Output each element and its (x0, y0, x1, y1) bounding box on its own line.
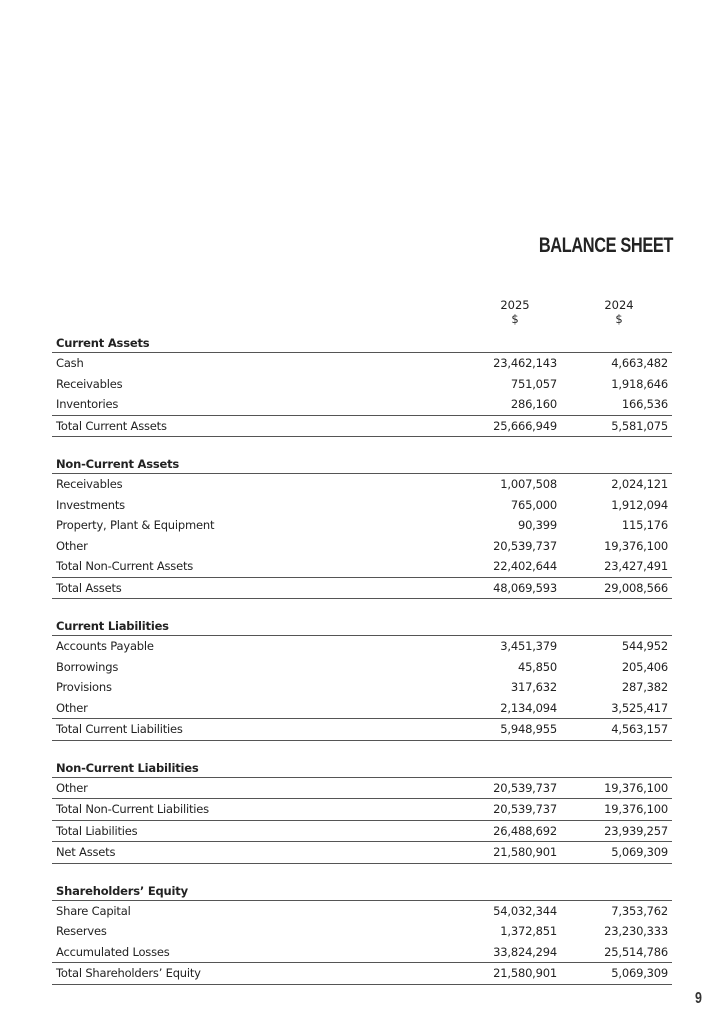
value-2025: 20,539,737 (434, 799, 561, 821)
total-row (52, 577, 672, 599)
spacer-cell (52, 437, 672, 453)
value-2025: 286,160 (510, 397, 557, 412)
line-item-row (52, 942, 672, 963)
section-label: Current Assets (52, 331, 434, 353)
spacer-row (52, 599, 672, 615)
row-label: Total Non-Current Assets (56, 559, 194, 574)
value-2025: 751,057 (510, 376, 557, 391)
section-heading-row (52, 331, 672, 353)
column-header-2024 (601, 298, 637, 326)
line-item-row (52, 636, 672, 657)
value-2025: 54,032,344 (493, 903, 557, 918)
value-2024: 23,230,333 (604, 924, 668, 939)
value-2025: 33,824,294 (493, 944, 557, 959)
section-heading-row (52, 452, 672, 474)
column-currency: $ (511, 312, 519, 326)
total-row (52, 719, 672, 741)
value-2025 (434, 879, 561, 901)
value-2025: 5,948,955 (434, 719, 561, 741)
value-2024: 287,382 (621, 680, 668, 695)
line-item-row (52, 921, 672, 942)
row-label: Cash (56, 356, 84, 371)
column-year: 2025 (500, 298, 530, 312)
value-2025: 48,069,593 (434, 577, 561, 599)
total-row (52, 415, 672, 437)
row-label: Share Capital (56, 903, 131, 918)
value-2025: 1,372,851 (500, 924, 557, 939)
row-label: Total Assets (52, 577, 434, 599)
row-label: Investments (56, 497, 125, 512)
page-number: 9 (695, 990, 702, 1007)
balance-sheet-table (52, 331, 672, 985)
value-2025 (434, 452, 561, 474)
value-2024: 205,406 (621, 659, 668, 674)
line-item-row (52, 657, 672, 678)
value-2025 (434, 331, 561, 353)
value-2025: 21,580,901 (434, 842, 561, 864)
line-item-row (52, 474, 672, 495)
value-2024: 166,536 (621, 397, 668, 412)
row-label: Net Assets (52, 842, 434, 864)
line-item-row (52, 698, 672, 719)
spacer-row (52, 863, 672, 879)
value-2024 (561, 452, 672, 474)
value-2024: 544,952 (621, 639, 668, 654)
line-item-row (52, 374, 672, 395)
value-2024: 2,024,121 (611, 477, 668, 492)
row-label: Total Shareholders’ Equity (52, 963, 434, 985)
value-2024: 7,353,762 (611, 903, 668, 918)
row-label: Total Current Assets (52, 415, 434, 437)
line-item-row (52, 495, 672, 516)
value-2025: 21,580,901 (434, 963, 561, 985)
row-label: Receivables (56, 477, 123, 492)
value-2025: 317,632 (510, 680, 557, 695)
row-label: Provisions (56, 680, 112, 695)
line-item-row (52, 536, 672, 557)
row-label: Receivables (56, 376, 123, 391)
value-2025: 3,451,379 (500, 639, 557, 654)
total-row (52, 842, 672, 864)
total-row (52, 963, 672, 985)
line-item-row (52, 820, 672, 842)
value-2024: 25,514,786 (604, 944, 668, 959)
line-item-row (52, 777, 672, 799)
value-2024 (561, 756, 672, 778)
value-2024: 4,563,157 (561, 719, 672, 741)
value-2025 (434, 756, 561, 778)
row-label: Total Current Liabilities (52, 719, 434, 741)
value-2025: 45,850 (517, 659, 557, 674)
spacer-cell (52, 863, 672, 879)
value-2024: 19,376,100 (561, 799, 672, 821)
row-label: Other (56, 700, 88, 715)
line-item-row (52, 353, 672, 374)
row-label: Total Liabilities (56, 823, 138, 838)
value-2024: 29,008,566 (561, 577, 672, 599)
value-2024: 5,069,309 (561, 963, 672, 985)
value-2024: 19,376,100 (604, 780, 668, 795)
row-label: Inventories (56, 397, 119, 412)
spacer-cell (52, 740, 672, 756)
section-heading-row (52, 756, 672, 778)
value-2024: 5,581,075 (561, 415, 672, 437)
value-2024: 3,525,417 (611, 700, 668, 715)
value-2025: 20,539,737 (493, 538, 557, 553)
value-2025: 22,402,644 (493, 559, 557, 574)
balance-sheet-body (52, 331, 672, 984)
value-2025: 25,666,949 (434, 415, 561, 437)
value-2024 (561, 331, 672, 353)
row-label: Total Non-Current Liabilities (52, 799, 434, 821)
value-2024: 4,663,482 (611, 356, 668, 371)
row-label: Accounts Payable (56, 639, 154, 654)
spacer-row (52, 740, 672, 756)
page-title: BALANCE SHEET (538, 234, 673, 257)
section-label: Non-Current Assets (52, 452, 434, 474)
line-item-row (52, 900, 672, 921)
row-label: Reserves (56, 924, 107, 939)
line-item-row (52, 515, 672, 536)
column-currency: $ (615, 312, 623, 326)
line-item-row (52, 677, 672, 698)
spacer-row (52, 437, 672, 453)
row-label: Other (56, 780, 88, 795)
value-2025: 1,007,508 (500, 477, 557, 492)
section-heading-row (52, 879, 672, 901)
line-item-row (52, 556, 672, 577)
value-2025: 765,000 (510, 497, 557, 512)
row-label: Accumulated Losses (56, 944, 170, 959)
value-2024: 5,069,309 (561, 842, 672, 864)
total-row (52, 799, 672, 821)
section-label: Shareholders’ Equity (52, 879, 434, 901)
value-2024: 115,176 (621, 518, 668, 533)
value-2025: 26,488,692 (493, 823, 557, 838)
value-2024: 1,912,094 (611, 497, 668, 512)
value-2025: 20,539,737 (493, 780, 557, 795)
value-2024: 1,918,646 (611, 376, 668, 391)
value-2025: 90,399 (517, 518, 557, 533)
value-2025 (434, 614, 561, 636)
row-label: Property, Plant & Equipment (56, 518, 215, 533)
section-label: Current Liabilities (52, 614, 434, 636)
value-2024: 23,427,491 (604, 559, 668, 574)
column-year: 2024 (604, 298, 634, 312)
line-item-row (52, 394, 672, 415)
value-2024: 19,376,100 (604, 538, 668, 553)
value-2024 (561, 879, 672, 901)
value-2024 (561, 614, 672, 636)
section-label: Non-Current Liabilities (52, 756, 434, 778)
row-label: Other (56, 538, 88, 553)
value-2025: 2,134,094 (500, 700, 557, 715)
section-heading-row (52, 614, 672, 636)
row-label: Borrowings (56, 659, 119, 674)
value-2025: 23,462,143 (493, 356, 557, 371)
spacer-cell (52, 599, 672, 615)
column-header-2025 (497, 298, 533, 326)
value-2024: 23,939,257 (604, 823, 668, 838)
